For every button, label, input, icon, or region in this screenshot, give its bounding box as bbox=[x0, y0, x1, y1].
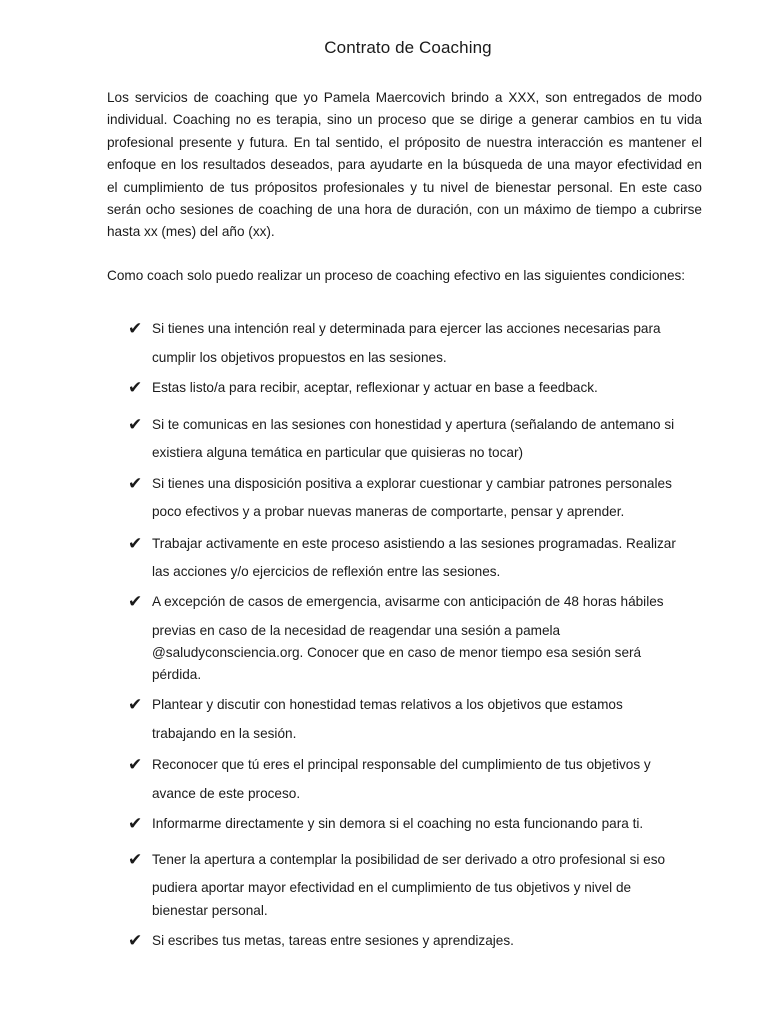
condition-line: las acciones y/o ejercicios de reflexión entre las sesiones. bbox=[152, 564, 501, 579]
condition-line: bienestar personal. bbox=[152, 903, 268, 918]
condition-line: Tener la apertura a contemplar la posibilidad de ser derivado a otro profesional si eso bbox=[152, 852, 666, 867]
condition-line: trabajando en la sesión. bbox=[152, 726, 297, 741]
condition-line: pudiera aportar mayor efectividad en el cumplimiento de tus objetivos y nivel de bbox=[152, 880, 632, 895]
intro-paragraph: Los servicios de coaching que yo Pamela Maercovich brindo a XXX, son entregados de modo individual. Coaching no es terapia, sino un proceso que se dirige a generar cambios en tu vida profesional presente y futura. En tal sentido, el próposito de nuestra interacción es mantener el enfoque en los resultados deseados, para ayudarte en la búsqueda de una mayor efectividad en el cumplimiento de tus própositos profesionales y tu nivel de bienestar personal. En este caso serán ocho sesiones de coaching de una hora de duración, con un máximo de tiempo a cubrirse hasta xx (mes) del año (xx). bbox=[107, 90, 702, 240]
condition-line: poco efectivos y a probar nuevas maneras de comportarte, pensar y aprender. bbox=[152, 504, 625, 519]
checkmark-icon: ✔ bbox=[128, 695, 143, 714]
condition-line: Si escribes tus metas, tareas entre sesiones y aprendizajes. bbox=[152, 933, 514, 948]
checkmark-icon: ✔ bbox=[128, 319, 143, 338]
condition-line: Si tienes una intención real y determinada para ejercer las acciones necesarias para bbox=[152, 321, 661, 336]
condition-line: Si tienes una disposición positiva a explorar cuestionar y cambiar patrones personales bbox=[152, 476, 672, 491]
condition-line: Plantear y discutir con honestidad temas relativos a los objetivos que estamos bbox=[152, 697, 623, 712]
condition-line: avance de este proceso. bbox=[152, 786, 301, 801]
condition-line: pérdida. bbox=[152, 667, 202, 682]
checkmark-icon: ✔ bbox=[128, 755, 143, 774]
condition-line: Si te comunicas en las sesiones con honestidad y apertura (señalando de antemano si bbox=[152, 417, 675, 432]
condition-line: Estas listo/a para recibir, aceptar, reflexionar y actuar en base a feedback. bbox=[152, 380, 598, 395]
condition-line: Trabajar activamente en este proceso asistiendo a las sesiones programadas. Realizar bbox=[152, 536, 676, 551]
condition-line: Informarme directamente y sin demora si el coaching no esta funcionando para ti. bbox=[152, 816, 644, 831]
condition-line: previas en caso de la necesidad de reagendar una sesión a pamela bbox=[152, 623, 561, 638]
checkmark-icon: ✔ bbox=[128, 931, 143, 950]
condition-line: existiera alguna temática en particular que quisieras no tocar) bbox=[152, 445, 524, 460]
page-title: Contrato de Coaching bbox=[324, 38, 492, 57]
checkmark-icon: ✔ bbox=[128, 415, 143, 434]
checkmark-icon: ✔ bbox=[128, 534, 143, 553]
checkmark-icon: ✔ bbox=[128, 592, 143, 611]
condition-line: A excepción de casos de emergencia, avisarme con anticipación de 48 horas hábiles bbox=[152, 594, 664, 609]
checkmark-icon: ✔ bbox=[128, 814, 143, 833]
checkmark-icon: ✔ bbox=[128, 378, 143, 397]
checkmark-icon: ✔ bbox=[128, 850, 143, 869]
conditions-lead: Como coach solo puedo realizar un proceso de coaching efectivo en las siguientes condiciones: bbox=[107, 268, 686, 283]
checkmark-icon: ✔ bbox=[128, 474, 143, 493]
condition-line: @saludyconsciencia.org. Conocer que en caso de menor tiempo esa sesión será bbox=[152, 645, 642, 660]
condition-line: cumplir los objetivos propuestos en las sesiones. bbox=[152, 350, 447, 365]
condition-line: Reconocer que tú eres el principal responsable del cumplimiento de tus objetivos y bbox=[152, 757, 651, 772]
